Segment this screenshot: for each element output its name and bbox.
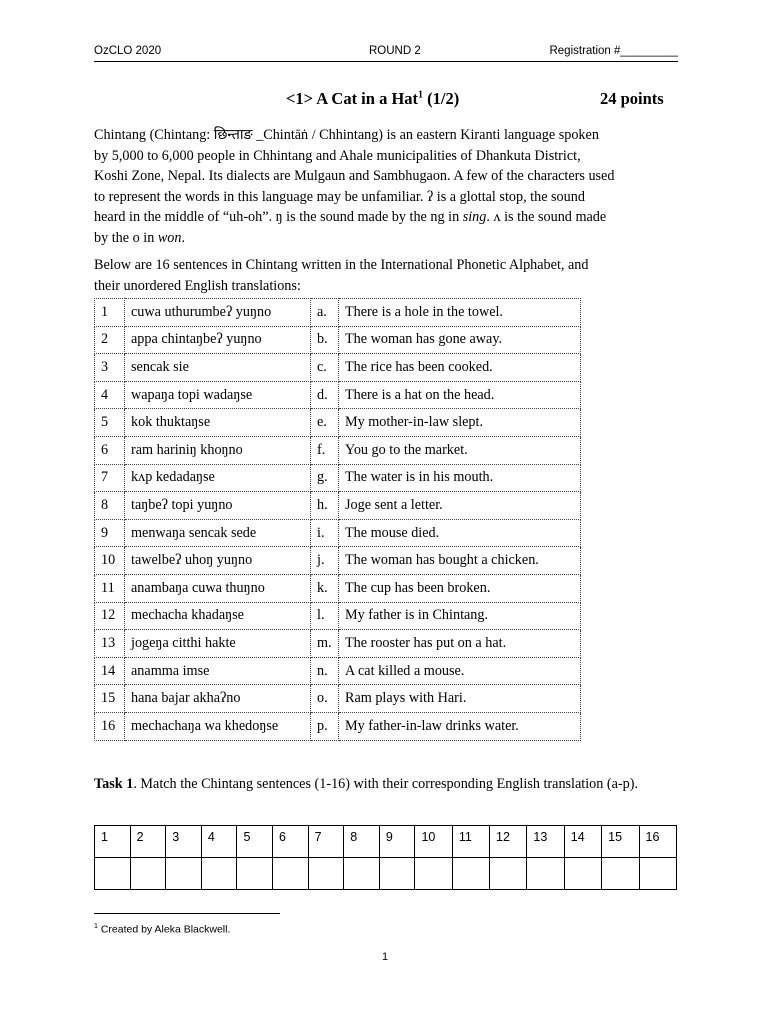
translation-letter: o.: [311, 685, 339, 713]
intro-line: to represent the words in this language may be unfamiliar. ʔ is a glottal stop, the sound: [94, 188, 585, 205]
sentence-row: [95, 299, 581, 327]
lead-in-line: their unordered English translations:: [94, 277, 301, 294]
title-footnote-mark: 1: [418, 89, 424, 101]
task-label: Task 1: [94, 776, 134, 792]
sentence-number: 15: [95, 685, 125, 713]
sentence-number: 2: [95, 326, 125, 354]
answer-grid-number-label: 9: [385, 830, 393, 844]
lead-in-line: Below are 16 sentences in Chintang written in the International Phonetic Alphabet, and: [94, 257, 589, 273]
translation-letter: k.: [311, 574, 339, 602]
answer-cell[interactable]: [602, 858, 639, 890]
english-translation: The water is in his mouth.: [339, 464, 581, 492]
sentence-number: 12: [95, 602, 125, 630]
sentence-number: 1: [95, 299, 125, 327]
intro-emphasis: won: [157, 229, 182, 246]
answer-grid-number-label: 16: [645, 830, 660, 844]
answer-grid-number: [273, 826, 309, 858]
answer-grid-number-label: 2: [136, 830, 144, 844]
chintang-sentence: kʌp kedadaŋse: [125, 464, 311, 492]
sentences-table: [94, 298, 581, 741]
translation-letter: n.: [311, 657, 339, 685]
english-translation: The mouse died.: [339, 519, 581, 547]
chintang-sentence: tawelbeʔ uhoŋ yuŋno: [125, 547, 311, 575]
answer-grid-number: [452, 826, 489, 858]
sentence-number: 11: [95, 574, 125, 602]
problem-title-text: <1> A Cat in a Hat: [286, 89, 419, 108]
sentence-row: [95, 354, 581, 382]
sentence-number: 5: [95, 409, 125, 437]
intro-paragraph: [94, 125, 678, 248]
answer-grid: [94, 825, 677, 890]
answer-grid-number-label: 5: [243, 830, 251, 844]
answer-grid-number-label: 13: [533, 830, 548, 844]
answer-grid-number: [564, 826, 601, 858]
answer-grid-number-label: 3: [172, 830, 180, 844]
translation-letter: h.: [311, 492, 339, 520]
english-translation: You go to the market.: [339, 436, 581, 464]
answer-cell[interactable]: [95, 858, 131, 890]
sentence-number: 3: [95, 354, 125, 382]
chintang-sentence: anamma imse: [125, 657, 311, 685]
answer-grid-number-label: 1: [101, 830, 108, 844]
english-translation: Joge sent a letter.: [339, 492, 581, 520]
sentence-row: [95, 409, 581, 437]
answer-grid-number-label: 6: [279, 830, 286, 844]
english-translation: There is a hole in the towel.: [339, 299, 581, 327]
answer-cell[interactable]: [452, 858, 489, 890]
answer-cell[interactable]: [639, 858, 677, 890]
answer-cell[interactable]: [130, 858, 166, 890]
translation-letter: f.: [311, 436, 339, 464]
answer-cell[interactable]: [564, 858, 601, 890]
answer-grid-number: [201, 826, 237, 858]
answer-grid-number: [95, 826, 131, 858]
header-registration: Registration #_________: [549, 45, 678, 57]
answer-grid-number: [130, 826, 166, 858]
intro-line: Chintang (Chintang: छिन्ताङ _Chintāṅ / Chhintang) is an eastern Kiranti language spoken: [94, 127, 599, 143]
chintang-sentence: taŋbeʔ topi yuŋno: [125, 492, 311, 520]
translation-letter: d.: [311, 381, 339, 409]
problem-points: 24 points: [600, 89, 664, 108]
chintang-sentence: mechachaŋa wa khedoŋse: [125, 712, 311, 740]
english-translation: The cup has been broken.: [339, 574, 581, 602]
intro-line: [94, 228, 678, 249]
sentence-number: 10: [95, 547, 125, 575]
sentence-number: 6: [95, 436, 125, 464]
chintang-sentence: wapaŋa topi wadaŋse: [125, 381, 311, 409]
sentence-row: [95, 547, 581, 575]
intro-text: by the o in: [94, 229, 158, 246]
translation-letter: b.: [311, 326, 339, 354]
english-translation: The woman has bought a chicken.: [339, 547, 581, 575]
chintang-sentence: cuwa uthurumbeʔ yuŋno: [125, 299, 311, 327]
answer-grid-number-label: 10: [421, 830, 436, 844]
sentence-row: [95, 464, 581, 492]
intro-line: [94, 207, 678, 228]
answer-grid-number-label: 7: [314, 830, 322, 844]
sentence-number: 9: [95, 519, 125, 547]
sentence-number: 4: [95, 381, 125, 409]
lead-in-paragraph: [94, 255, 678, 296]
footnote-mark: 1: [94, 923, 98, 930]
chintang-sentence: jogeŋa citthi hakte: [125, 630, 311, 658]
answer-cell[interactable]: [237, 858, 273, 890]
answer-grid-number-label: 8: [350, 830, 358, 844]
answer-grid-number: [308, 826, 344, 858]
sentences-table-body: [95, 299, 581, 741]
english-translation: The rice has been cooked.: [339, 354, 581, 382]
english-translation: My father-in-law drinks water.: [339, 712, 581, 740]
translation-letter: g.: [311, 464, 339, 492]
header-competition: OzCLO 2020: [94, 45, 162, 57]
footnote: [94, 923, 230, 936]
intro-text: .: [181, 229, 186, 246]
answer-grid-number: [344, 826, 380, 858]
intro-text: . ʌ is the sound made: [486, 209, 607, 225]
problem-title-part: (1/2): [423, 89, 460, 108]
chintang-sentence: ram hariniŋ khoŋno: [125, 436, 311, 464]
sentence-row: [95, 657, 581, 685]
answer-cell[interactable]: [490, 858, 527, 890]
english-translation: A cat killed a mouse.: [339, 657, 581, 685]
page-number: 1: [382, 951, 389, 963]
chintang-sentence: mechacha khadaŋse: [125, 602, 311, 630]
answer-grid-number: [415, 826, 452, 858]
answer-grid-number-label: 14: [570, 830, 585, 844]
answer-cell[interactable]: [344, 858, 380, 890]
translation-letter: e.: [311, 409, 339, 437]
answer-cell[interactable]: [166, 858, 202, 890]
answer-grid-number: [379, 826, 415, 858]
intro-emphasis: sing: [462, 209, 487, 225]
footnote-divider: [94, 913, 280, 914]
problem-title: [286, 89, 459, 109]
translation-letter: c.: [311, 354, 339, 382]
sentence-row: [95, 492, 581, 520]
intro-text: heard in the middle of “uh-oh”. ŋ is the sound made by the ng in: [94, 209, 463, 225]
sentence-row: [95, 630, 581, 658]
chintang-sentence: hana bajar akhaʔno: [125, 685, 311, 713]
sentence-number: 16: [95, 712, 125, 740]
sentence-number: 8: [95, 492, 125, 520]
answer-grid-number: [527, 826, 564, 858]
answer-grid-number: [166, 826, 202, 858]
answer-cell[interactable]: [273, 858, 309, 890]
sentence-row: [95, 519, 581, 547]
english-translation: The woman has gone away.: [339, 326, 581, 354]
intro-line: Koshi Zone, Nepal. Its dialects are Mulgaun and Sambhugaon. A few of the characters used: [94, 168, 615, 184]
sentence-row: [95, 685, 581, 713]
answer-grid-number: [602, 826, 639, 858]
answer-grid-number: [490, 826, 527, 858]
sentence-number: 13: [95, 630, 125, 658]
translation-letter: j.: [311, 547, 339, 575]
chintang-sentence: menwaŋa sencak sede: [125, 519, 311, 547]
chintang-sentence: anambaŋa cuwa thuŋno: [125, 574, 311, 602]
task-instruction: [94, 774, 678, 795]
answer-cell[interactable]: [201, 858, 237, 890]
header-round: ROUND 2: [369, 45, 421, 57]
answer-grid-number: [639, 826, 677, 858]
answer-cell[interactable]: [527, 858, 564, 890]
translation-letter: l.: [311, 602, 339, 630]
answer-cell[interactable]: [308, 858, 344, 890]
sentence-row: [95, 326, 581, 354]
answer-cell[interactable]: [379, 858, 415, 890]
sentence-row: [95, 574, 581, 602]
english-translation: Ram plays with Hari.: [339, 685, 581, 713]
page-header: [94, 45, 678, 62]
english-translation: My mother-in-law slept.: [339, 409, 581, 437]
answer-cell[interactable]: [415, 858, 452, 890]
answer-grid-number-label: 11: [458, 830, 472, 844]
sentence-number: 14: [95, 657, 125, 685]
sentence-row: [95, 381, 581, 409]
translation-letter: p.: [311, 712, 339, 740]
answer-grid-number: [237, 826, 273, 858]
sentence-row: [95, 602, 581, 630]
translation-letter: a.: [311, 299, 339, 327]
english-translation: There is a hat on the head.: [339, 381, 581, 409]
chintang-sentence: appa chintaŋbeʔ yuŋno: [125, 326, 311, 354]
english-translation: My father is in Chintang.: [339, 602, 581, 630]
task-text: . Match the Chintang sentences (1-16) with their corresponding English translation (a-p).: [133, 776, 639, 792]
chintang-sentence: sencak sie: [125, 354, 311, 382]
answer-grid-number-label: 4: [207, 830, 215, 844]
intro-line: by 5,000 to 6,000 people in Chhintang and Ahale municipalities of Dhankuta District,: [94, 147, 581, 164]
answer-grid-number-label: 15: [608, 830, 623, 844]
sentence-number: 7: [95, 464, 125, 492]
answer-grid-answer-row: [95, 858, 677, 890]
english-translation: The rooster has put on a hat.: [339, 630, 581, 658]
chintang-sentence: kok thuktaŋse: [125, 409, 311, 437]
translation-letter: m.: [311, 630, 339, 658]
sentence-row: [95, 436, 581, 464]
sentence-row: [95, 712, 581, 740]
answer-grid-header-row: [95, 826, 677, 858]
translation-letter: i.: [311, 519, 339, 547]
answer-grid-number-label: 12: [496, 830, 510, 844]
footnote-text: Created by Aleka Blackwell.: [97, 923, 231, 936]
